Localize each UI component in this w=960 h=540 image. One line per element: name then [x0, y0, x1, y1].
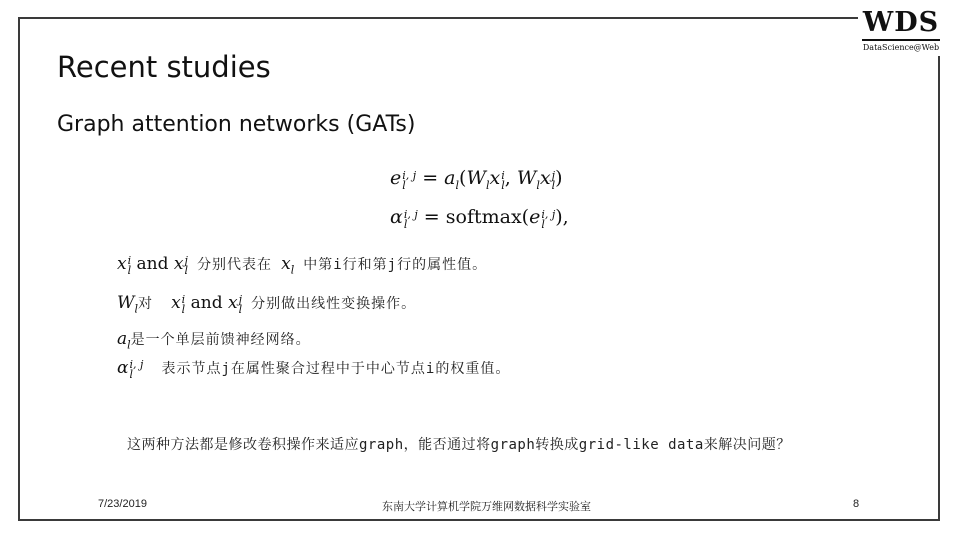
- symbol-xi-and-xj: x i l and x j l: [117, 253, 189, 277]
- symbol-alpha: α i, j l: [117, 357, 144, 381]
- description-line-1: [117, 254, 487, 276]
- slide-subtitle: Graph attention networks (GATs): [57, 112, 416, 137]
- symbol-xl: $x_l$: [281, 254, 295, 277]
- line-4-text: 表示节点j在属性聚合过程中于中心节点i的权重值。: [161, 361, 511, 377]
- line-3-text: 是一个单层前馈神经网络。: [130, 332, 311, 348]
- equation-softmax: α i, j l = softmax(e i, j l ),: [390, 206, 569, 231]
- footer-organization: 东南大学计算机学院万维网数据科学实验室: [382, 501, 591, 513]
- description-line-4: [117, 358, 510, 380]
- page-number: 8: [853, 498, 860, 510]
- footer-date: 7/23/2019: [98, 498, 147, 510]
- symbol-xi-and-xj-2: x i l and x j l: [171, 292, 243, 316]
- symbol-al: $a_l$: [117, 329, 131, 352]
- line-1-text: 分别代表在: [197, 257, 273, 273]
- description-line-3: [117, 329, 311, 351]
- line-1-text-end: 中第i行和第j行的属性值。: [303, 257, 488, 273]
- logo-sub-text: DataScience@Web: [862, 43, 940, 52]
- equation-attention-coefficient: e i, j l = $a_l(W_lx$ i l , $W_lx$ j l ): [390, 167, 563, 192]
- research-question: 这两种方法都是修改卷积操作来适应graph，能否通过将graph转换成grid-like data来解决问题？: [127, 437, 791, 453]
- symbol-wl: $W_l$: [117, 293, 139, 316]
- slide-title: Recent studies: [57, 50, 271, 84]
- wds-logo: [858, 8, 944, 56]
- line-2-text: 分别做出线性变换操作。: [251, 296, 417, 312]
- logo-main-text: WDS: [862, 7, 940, 38]
- line-2-dui: 对: [138, 296, 154, 312]
- description-line-2: [117, 293, 416, 315]
- logo-divider: [862, 39, 940, 41]
